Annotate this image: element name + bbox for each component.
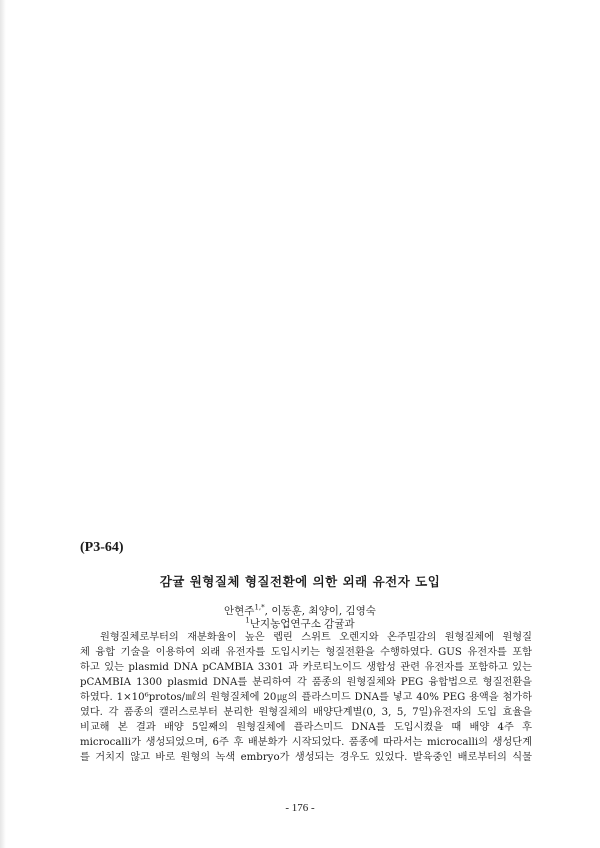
paper-title: 감귤 원형질체 형질전환에 의한 외래 유전자 도입	[159, 574, 441, 589]
abstract-code: (P3-64)	[80, 540, 124, 555]
body-line: 하고 있는 plasmid DNA pCAMBIA 3301 과 카로티노이드 생합성 관련 유전자를 포함하고 있는	[80, 662, 532, 673]
body-line: 체 융합 기술을 이용하여 외래 유전자를 도입시키는 형질전환을 수행하였다. GUS 유전자를 포함	[80, 647, 532, 658]
body-line: microcalli가 생성되었으며, 6주 후 배분화가 시작되었다. 품종에 따라서는 microcalli의 생성단계	[80, 737, 532, 748]
other-authors: , 이동훈, 최양이, 김영숙	[264, 605, 376, 617]
first-author: 안현주	[224, 605, 255, 617]
body-line: 비교해 본 결과 배양 5일째의 원형질체에 플라스미드 DNA를 도입시켰을 때 배양 4주 후	[80, 722, 532, 733]
affiliation-line	[0, 616, 600, 631]
affiliation-number: 1	[245, 616, 250, 625]
affiliation-text: 난지농업연구소 감귤과	[249, 618, 355, 630]
body-line: 원형질체로부터의 재분화율이 높은 렙린 스위트 오렌지와 온주밀감의 원형질체에 원형질	[100, 632, 532, 643]
scan-edge-left	[0, 0, 6, 848]
body-line: 하였다. 1×10⁶protos/㎖의 원형질체에 20㎍의 플라스미드 DNA를 넣고 40% PEG 용액을 첨가하	[80, 692, 532, 703]
body-line: pCAMBIA 1300 plasmid DNA를 분리하여 각 품종의 원형질체와 PEG 융합법으로 형질전환을	[80, 677, 532, 688]
abstract-body	[80, 630, 532, 765]
body-line: 를 거치지 않고 바로 원형의 녹색 embryo가 생성되는 경우도 있었다. 발육중인 배로부터의 식물	[80, 752, 532, 763]
body-line: 였다. 각 품종의 캘러스로부터 분리한 원형질체의 배양단계별(0, 3, 5, 7일)유전자의 도입 효율을	[80, 707, 532, 718]
page-number: - 176 -	[285, 802, 315, 814]
affiliation-mark: 1,*	[254, 603, 265, 612]
